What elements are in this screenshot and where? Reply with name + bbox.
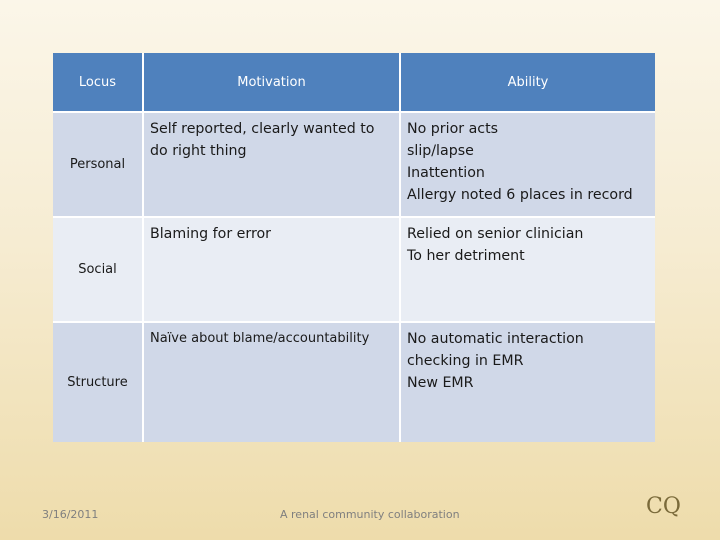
logo-icon: CQ <box>646 494 681 519</box>
motivation-text: Naïve about blame/accountability <box>150 331 370 346</box>
ability-line: No prior acts <box>407 121 499 137</box>
ability-line: Relied on senior clinician <box>407 226 584 242</box>
ability-line: To her detriment <box>407 248 525 264</box>
ability-line: Allergy noted 6 places in record <box>407 187 633 203</box>
ability-structure <box>401 323 655 442</box>
locus-table <box>53 53 655 442</box>
locus-personal: Personal <box>53 113 144 218</box>
ability-social <box>401 218 655 323</box>
motivation-social <box>144 218 401 323</box>
ability-line: slip/lapse <box>407 143 474 159</box>
footer-date: 3/16/2011 <box>42 508 99 521</box>
motivation-text: Self reported, clearly wanted to do right thing <box>150 121 375 159</box>
motivation-text: Blaming for error <box>150 226 272 242</box>
ability-line: checking in EMR <box>407 353 524 369</box>
header-ability: Ability <box>401 53 655 113</box>
motivation-structure <box>144 323 401 442</box>
header-motivation: Motivation <box>144 53 401 113</box>
header-locus: Locus <box>53 53 144 113</box>
locus-structure: Structure <box>53 323 144 442</box>
locus-social: Social <box>53 218 144 323</box>
ability-line: New EMR <box>407 375 474 391</box>
footer-caption: A renal community collaboration <box>280 508 460 521</box>
ability-line: Inattention <box>407 165 485 181</box>
ability-personal <box>401 113 655 218</box>
ability-line: No automatic interaction <box>407 331 584 347</box>
motivation-personal <box>144 113 401 218</box>
